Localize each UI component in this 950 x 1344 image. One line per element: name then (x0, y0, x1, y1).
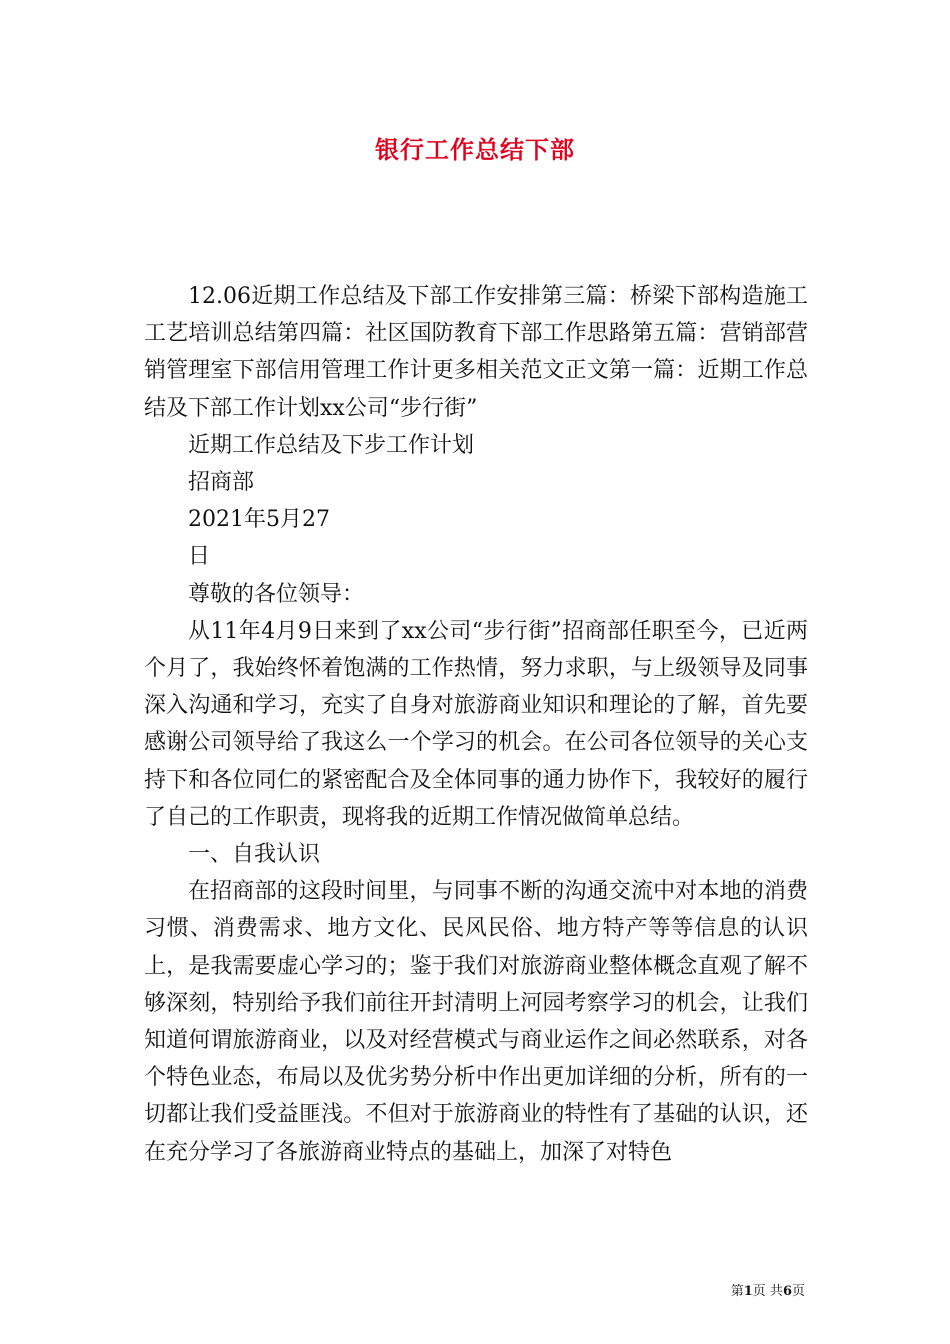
paragraph-date: 2021年5月27 (188, 507, 330, 533)
paragraph-salutation: 尊敬的各位领导： (188, 581, 365, 607)
footer-suffix: 页 (791, 1284, 805, 1299)
paragraph-department: 招商部 (188, 470, 255, 496)
paragraph-intro: 12.06近期工作总结及下部工作安排第三篇：桥梁下部构造施工工艺培训总结第四篇：社区国防教育下部工作思路第五篇：营销部营销管理室下部信用管理工作计更多相关范文正文第一篇：近期工作总结及下部工作计划xx公司“步行街” (144, 284, 808, 421)
document-body (144, 278, 808, 1171)
footer-current-page: 1 (743, 1284, 753, 1299)
footer-prefix: 第 (730, 1284, 744, 1299)
document-title: 银行工作总结下部 (375, 136, 575, 164)
paragraph-subtitle: 近期工作总结及下步工作计划 (188, 432, 475, 458)
footer-middle: 页 共 (752, 1284, 783, 1299)
paragraph-self-awareness: 在招商部的这段时间里，与同事不断的沟通交流中对本地的消费习惯、消费需求、地方文化、民风民俗、地方特产等等信息的认识上，是我需要虚心学习的；鉴于我们对旅游商业整体概念直观了解不够深刻，特别给予我们前往开封清明上河园考察学习的机会，让我们知道何谓旅游商业，以及对经营模式与商业运作之间必然联系，对各个特色业态，布局以及优劣势分析中作出更加详细的分析，所有的一切都让我们受益匪浅。不但对于旅游商业的特性有了基础的认识，还在充分学习了各旅游商业特点的基础上，加深了对特色 (144, 879, 808, 1165)
page-footer (731, 1280, 805, 1299)
footer-total-pages: 6 (782, 1284, 792, 1299)
paragraph-opening: 从11年4月9日来到了xx公司“步行街”招商部任职至今，已近两个月了，我始终怀着饱满的工作热情，努力求职，与上级领导及同事深入沟通和学习，充实了自身对旅游商业知识和理论的了解，首先要感谢公司领导给了我这么一个学习的机会。在公司各位领导的关心支持下和各位同仁的紧密配合及全体同事的通力协作下，我较好的履行了自己的工作职责，现将我的近期工作情况做简单总结。 (144, 618, 808, 830)
paragraph-section-heading: 一、自我认识 (188, 842, 321, 868)
paragraph-date-day: 日 (188, 544, 211, 570)
